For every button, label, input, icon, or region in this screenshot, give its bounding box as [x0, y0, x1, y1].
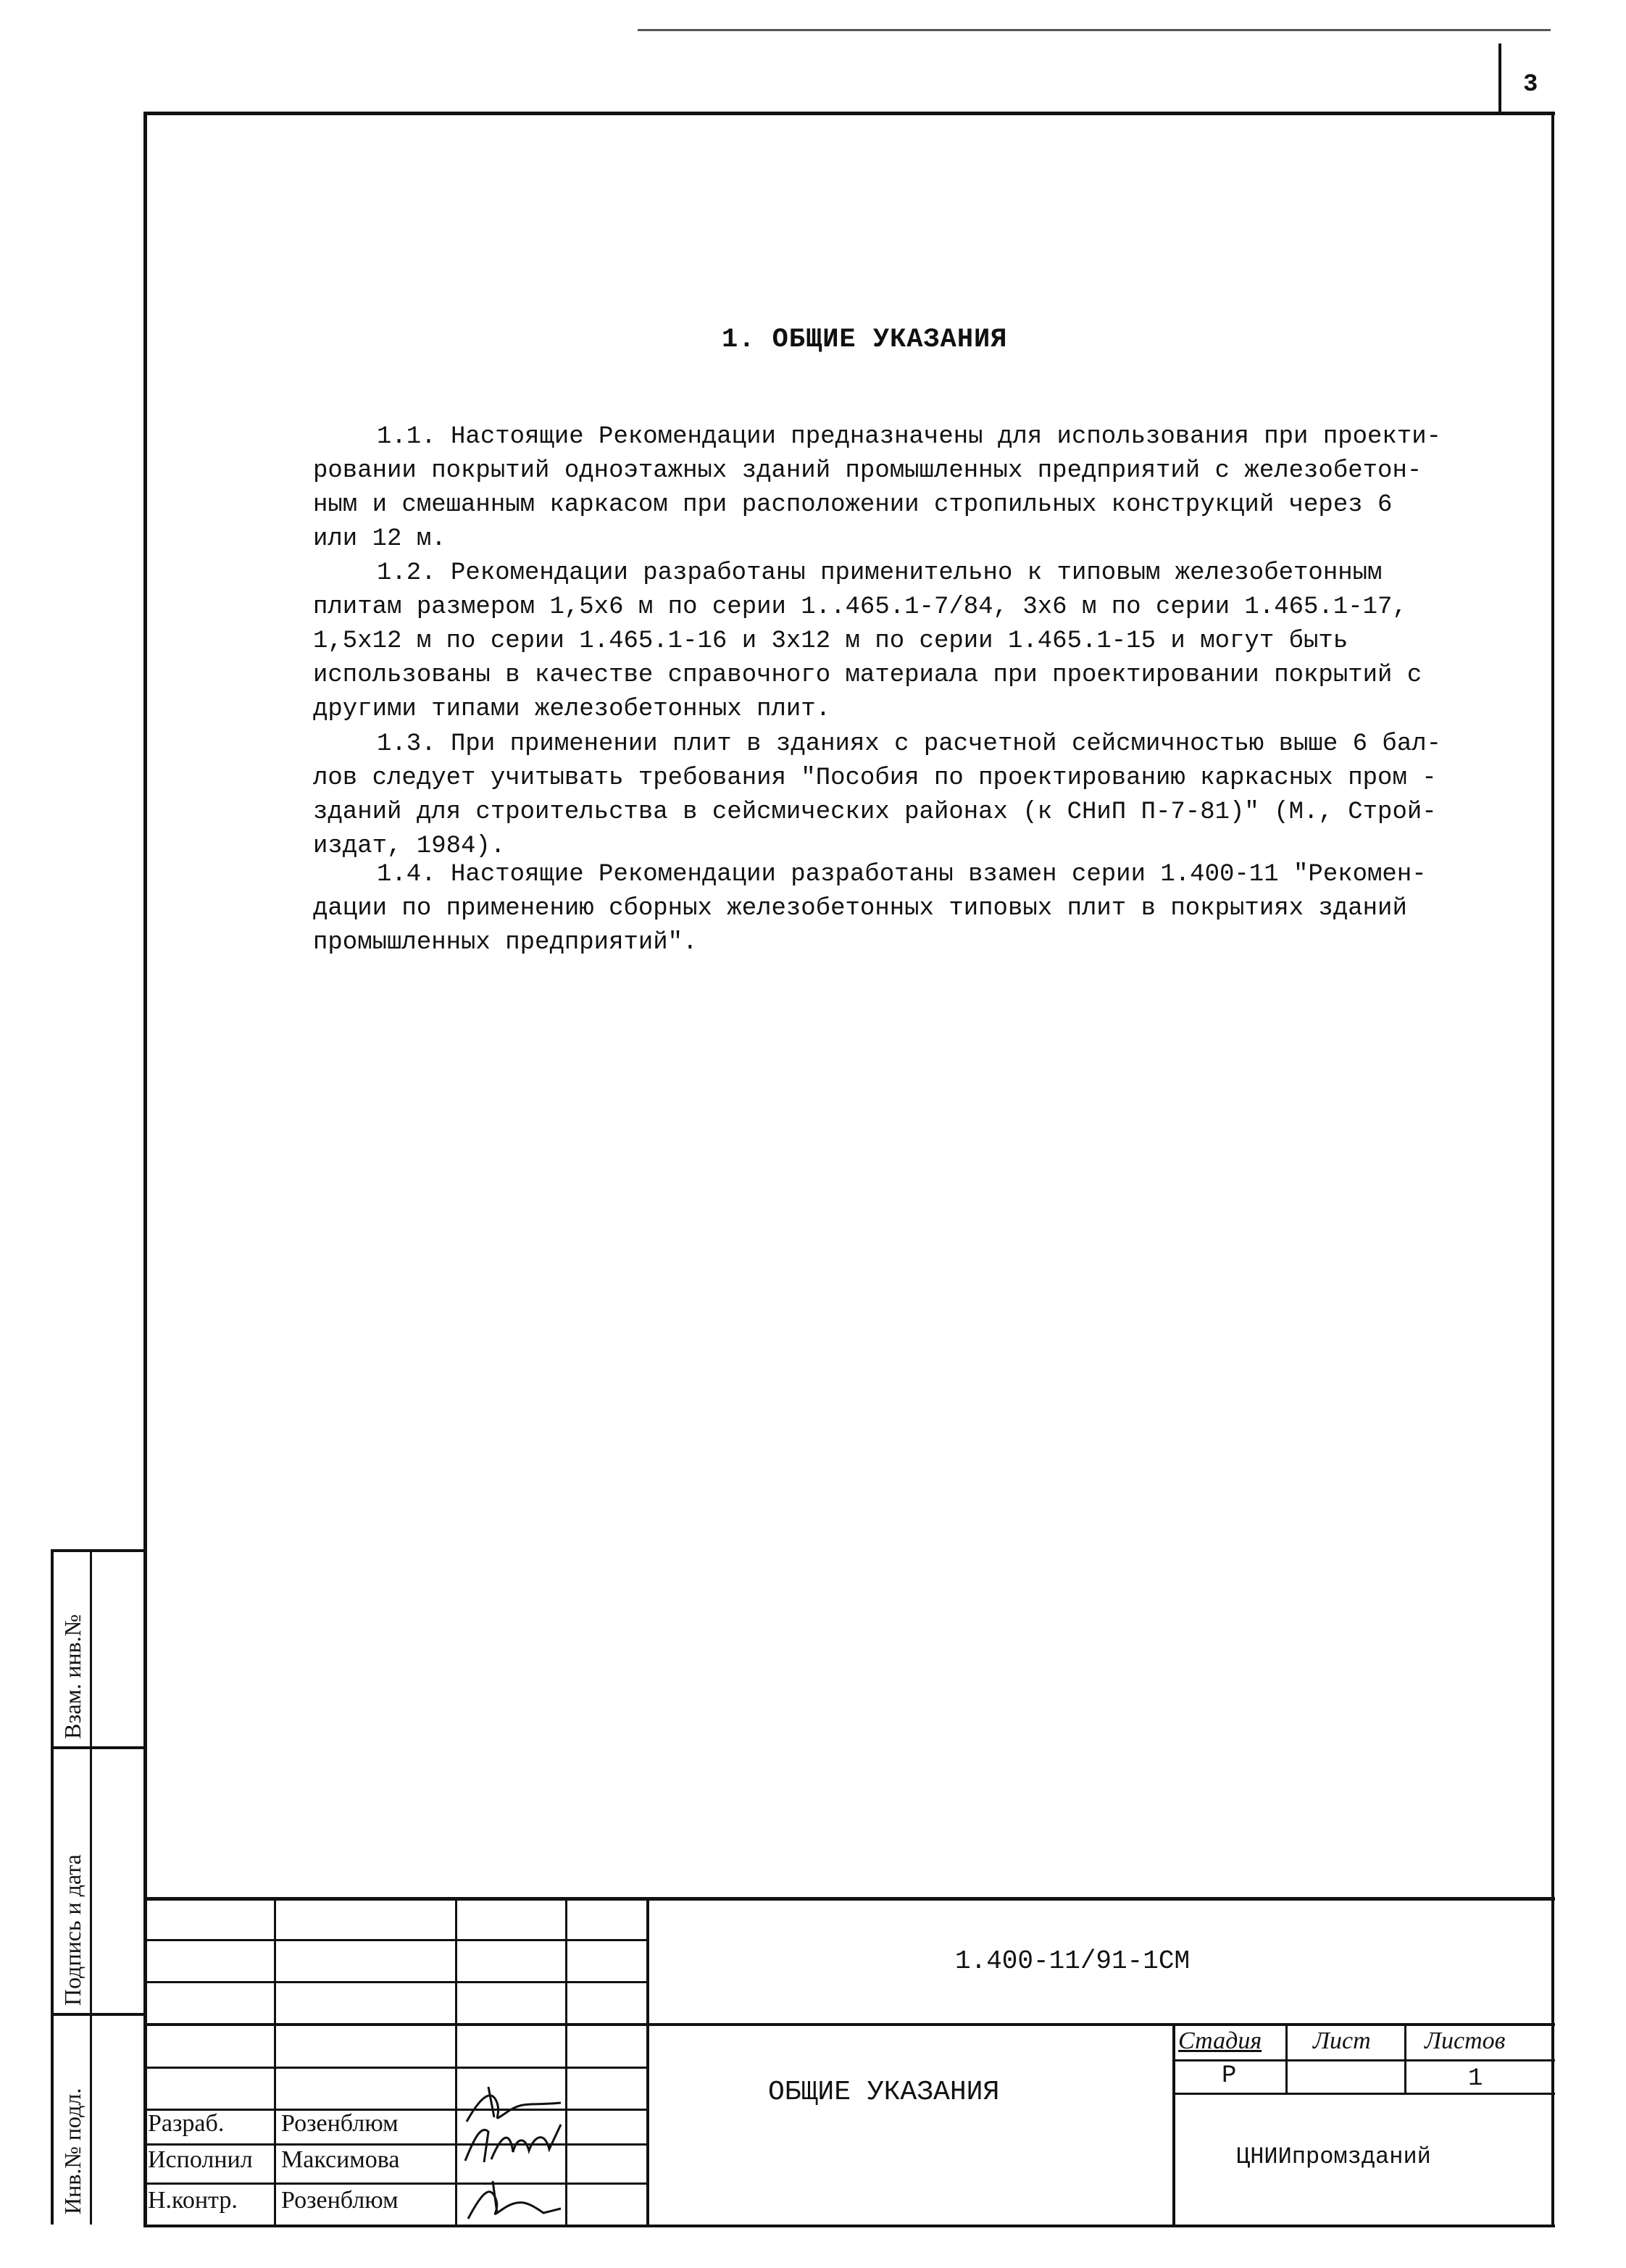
sheets-value: 1 — [1468, 2065, 1483, 2093]
paragraph-1-1 — [313, 420, 1496, 556]
stamp-stage-col-2 — [1404, 2023, 1406, 2093]
frame-top — [143, 112, 1555, 115]
stamp-row-line — [143, 1981, 648, 1983]
stamp-top-line — [143, 1897, 1555, 1901]
sheet-title: ОБЩИЕ УКАЗАНИЯ — [768, 2077, 1000, 2108]
page-number: 3 — [1523, 71, 1538, 99]
side-label-podpis-data: Подпись и дата — [59, 1854, 86, 2006]
top-scan-line — [638, 29, 1551, 31]
text-line: 1.4. Настоящие Рекомендации разработаны взамен серии 1.400-11 "Рекомен- — [377, 861, 1427, 888]
text-line: лов следует учитывать требования "Пособия по проектированию каркасных пром - — [313, 764, 1437, 792]
text-line: 1,5х12 м по серии 1.465.1-16 и 3х12 м по серии 1.465.1-15 и могут быть — [313, 628, 1348, 655]
paragraph-1-2 — [313, 556, 1496, 727]
document-code: 1.400-11/91-1СМ — [955, 1946, 1191, 1976]
signature-nkontr — [459, 2177, 568, 2225]
stamp-row-line — [143, 1939, 648, 1941]
text-line: плитам размером 1,5х6 м по серии 1..465.1-7/84, 3х6 м по серии 1.465.1-17, — [313, 593, 1407, 621]
stamp-row-line — [143, 2067, 648, 2069]
side-strip-divider — [90, 1549, 92, 2225]
stamp-stage-col-1 — [1285, 2023, 1288, 2093]
side-label-vzam-inv: Взам. инв.№ — [59, 1614, 86, 1739]
text-line: зданий для строительства в сейсмических районах (к СНиП П-7-81)" (М., Строй- — [313, 799, 1437, 826]
sheet-header: Лист — [1313, 2027, 1371, 2054]
role-label: Разраб. — [148, 2110, 225, 2137]
stamp-row-line — [143, 2182, 648, 2185]
sheets-header: Листов — [1425, 2027, 1506, 2054]
section-heading: 1. ОБЩИЕ УКАЗАНИЯ — [722, 325, 1008, 355]
side-label-inv-podl: Инв.№ подл. — [59, 2088, 86, 2214]
frame-bottom — [143, 2225, 1555, 2227]
role-label: Н.контр. — [148, 2187, 238, 2214]
stage-value: Р — [1222, 2062, 1237, 2090]
text-line: другими типами железобетонных плит. — [313, 696, 831, 723]
frame-right — [1551, 112, 1554, 2227]
role-label: Исполнил — [148, 2146, 253, 2173]
text-line: использованы в качестве справочного материала при проектировании покрытий с — [313, 662, 1422, 689]
side-strip-left — [51, 1549, 54, 2225]
person-name: Розенблюм — [281, 2187, 399, 2214]
stamp-col-line — [455, 1897, 457, 2227]
frame-left — [143, 112, 147, 2227]
stage-header: Стадия — [1178, 2027, 1262, 2054]
stamp-stage-row-1 — [1172, 2059, 1555, 2061]
text-line: издат, 1984). — [313, 833, 506, 860]
stamp-stage-row-2 — [1172, 2093, 1555, 2095]
stamp-col-line — [646, 1897, 649, 2227]
text-line: 1.2. Рекомендации разработаны применительно к типовым железобетонным — [377, 559, 1383, 587]
text-line: ровании покрытий одноэтажных зданий промышленных предприятий с железобетон- — [313, 457, 1422, 485]
text-line: промышленных предприятий". — [313, 929, 698, 956]
text-line: 1.3. При применении плит в зданиях с расчетной сейсмичностью выше 6 бал- — [377, 730, 1442, 758]
sheet-number-box-left — [1498, 43, 1501, 114]
signature-ispolnil — [459, 2117, 568, 2168]
side-strip-sep-1 — [51, 1746, 146, 1749]
text-line: 1.1. Настоящие Рекомендации предназначены для использования при проекти- — [377, 423, 1442, 451]
text-line: дации по применению сборных железобетонных типовых плит в покрытиях зданий — [313, 895, 1407, 922]
stamp-middle-line — [143, 2023, 1555, 2026]
paragraph-1-4 — [313, 858, 1496, 960]
person-name: Розенблюм — [281, 2110, 399, 2137]
stamp-row-line — [143, 2143, 648, 2146]
text-line: или 12 м. — [313, 525, 446, 553]
stamp-col-line — [274, 1897, 276, 2227]
text-line: ным и смешанным каркасом при расположении стропильных конструкций через 6 — [313, 491, 1393, 519]
side-strip-sep-2 — [51, 2013, 146, 2016]
side-strip-top — [51, 1549, 146, 1552]
person-name: Максимова — [281, 2146, 400, 2173]
stamp-right-divider — [1172, 2023, 1175, 2227]
paragraph-1-3 — [313, 727, 1496, 864]
organization-name: ЦНИИпромзданий — [1236, 2143, 1431, 2170]
